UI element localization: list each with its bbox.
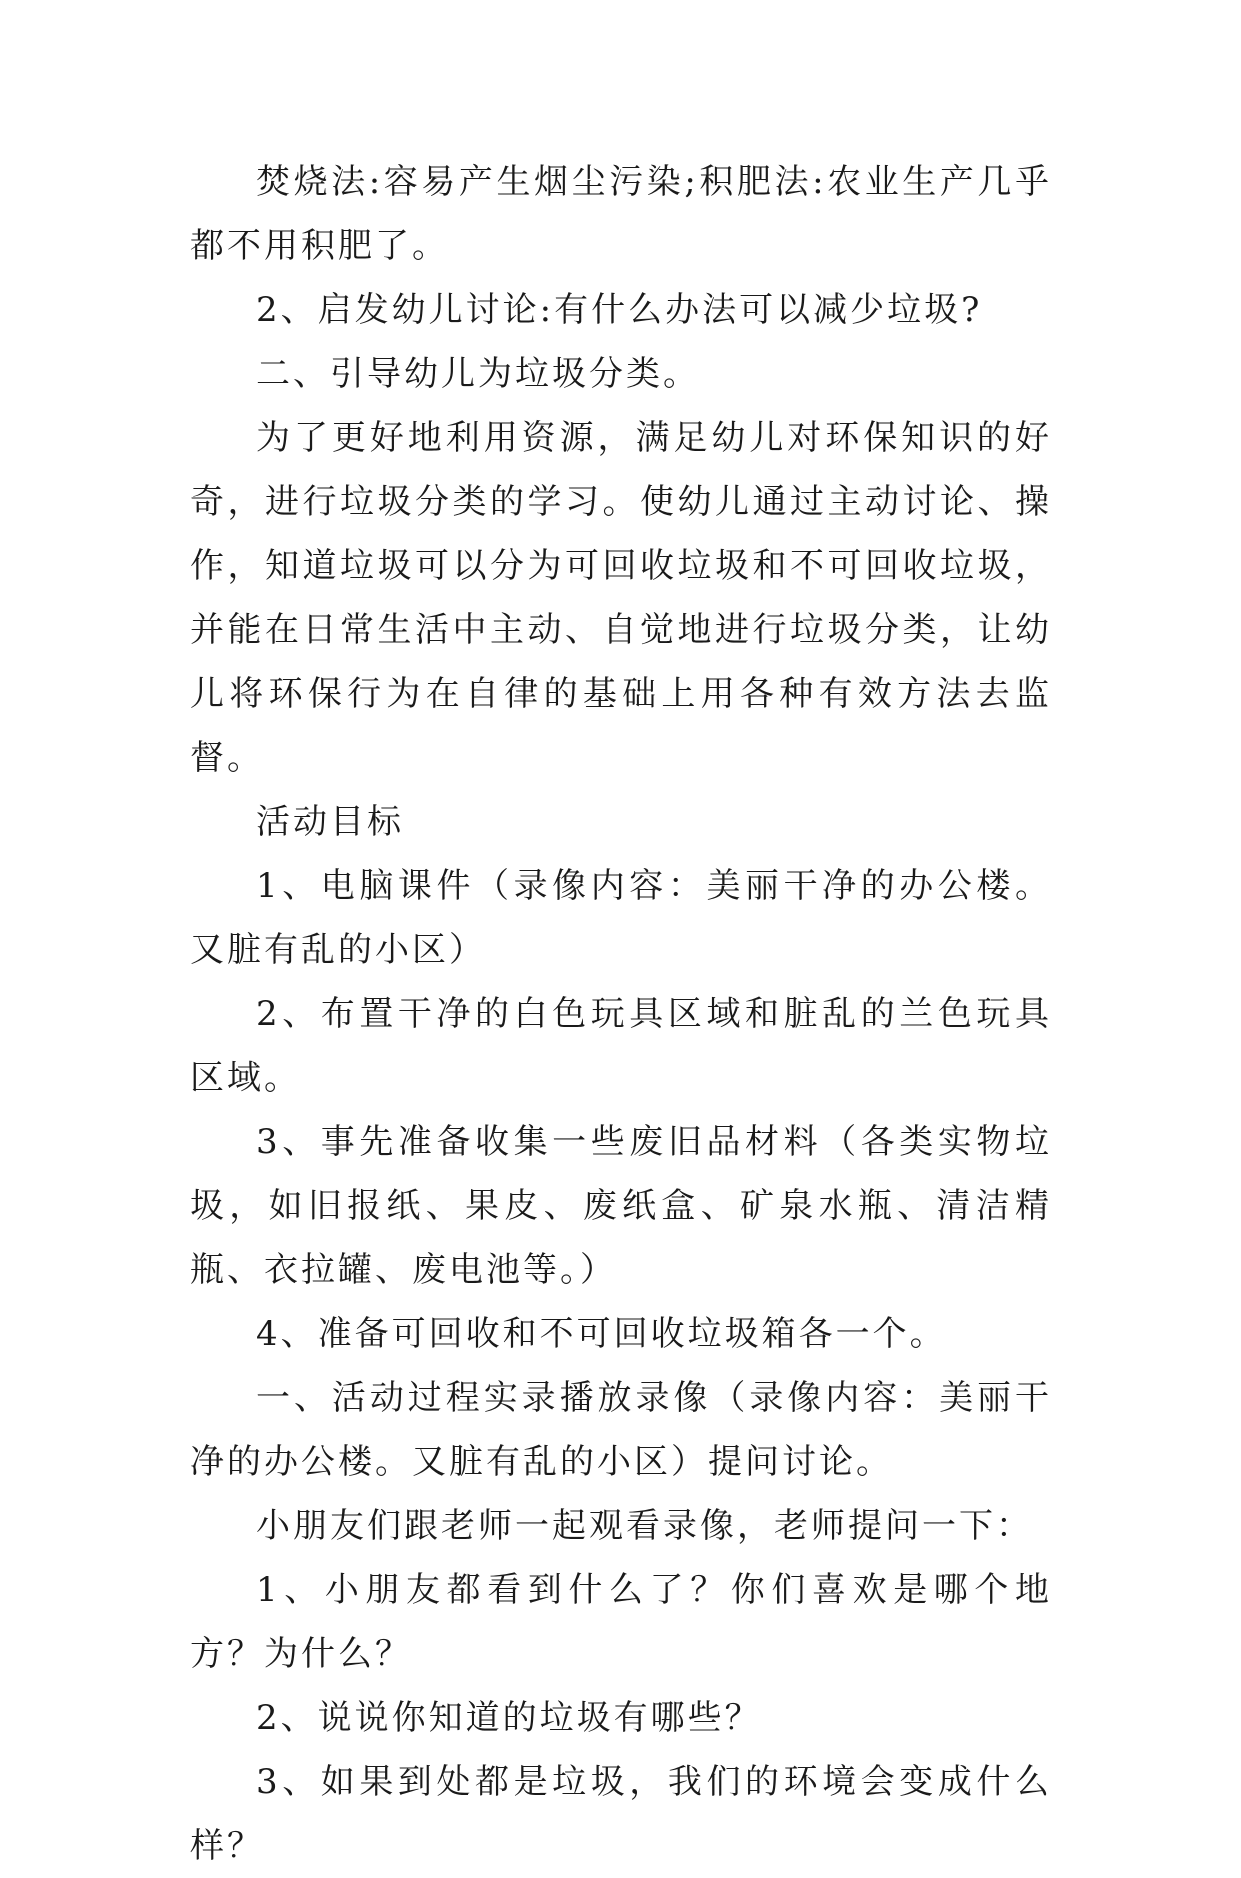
paragraph: 焚烧法:容易产生烟尘污染;积肥法:农业生产几乎都不用积肥了。 (190, 162, 1052, 266)
paragraph: 2、启发幼儿讨论:有什么办法可以减少垃圾? (256, 290, 983, 330)
paragraph: 小朋友们跟老师一起观看录像，老师提问一下： (256, 1506, 1033, 1546)
paragraph: 一、活动过程实录播放录像（录像内容：美丽干净的办公楼。又脏有乱的小区）提问讨论。 (190, 1378, 1052, 1482)
paragraph: 2、布置干净的白色玩具区域和脏乱的兰色玩具区域。 (190, 994, 1052, 1098)
paragraph: 1、电脑课件（录像内容：美丽干净的办公楼。又脏有乱的小区） (190, 866, 1052, 970)
paragraph: 二、引导幼儿为垃圾分类。 (256, 354, 700, 394)
paragraph: 1、小朋友都看到什么了？你们喜欢是哪个地方？为什么？ (190, 1570, 1052, 1674)
paragraph: 3、如果到处都是垃圾，我们的环境会变成什么样？ (190, 1762, 1052, 1866)
paragraph: 为了更好地利用资源，满足幼儿对环保知识的好奇，进行垃圾分类的学习。使幼儿通过主动讨论、操作，知道垃圾可以分为可回收垃圾和不可回收垃圾，并能在日常生活中主动、自觉地进行垃圾分类，让幼儿将环保行为在自律的基础上用各种有效方法去监督。 (190, 418, 1052, 778)
paragraph: 3、事先准备收集一些废旧品材料（各类实物垃圾，如旧报纸、果皮、废纸盒、矿泉水瓶、清洁精瓶、衣拉罐、废电池等。） (190, 1122, 1052, 1290)
paragraph: 2、说说你知道的垃圾有哪些？ (256, 1698, 762, 1738)
section-heading: 活动目标 (256, 802, 404, 842)
paragraph: 4、准备可回收和不可回收垃圾箱各一个。 (256, 1314, 947, 1354)
document-body (190, 150, 1052, 1878)
